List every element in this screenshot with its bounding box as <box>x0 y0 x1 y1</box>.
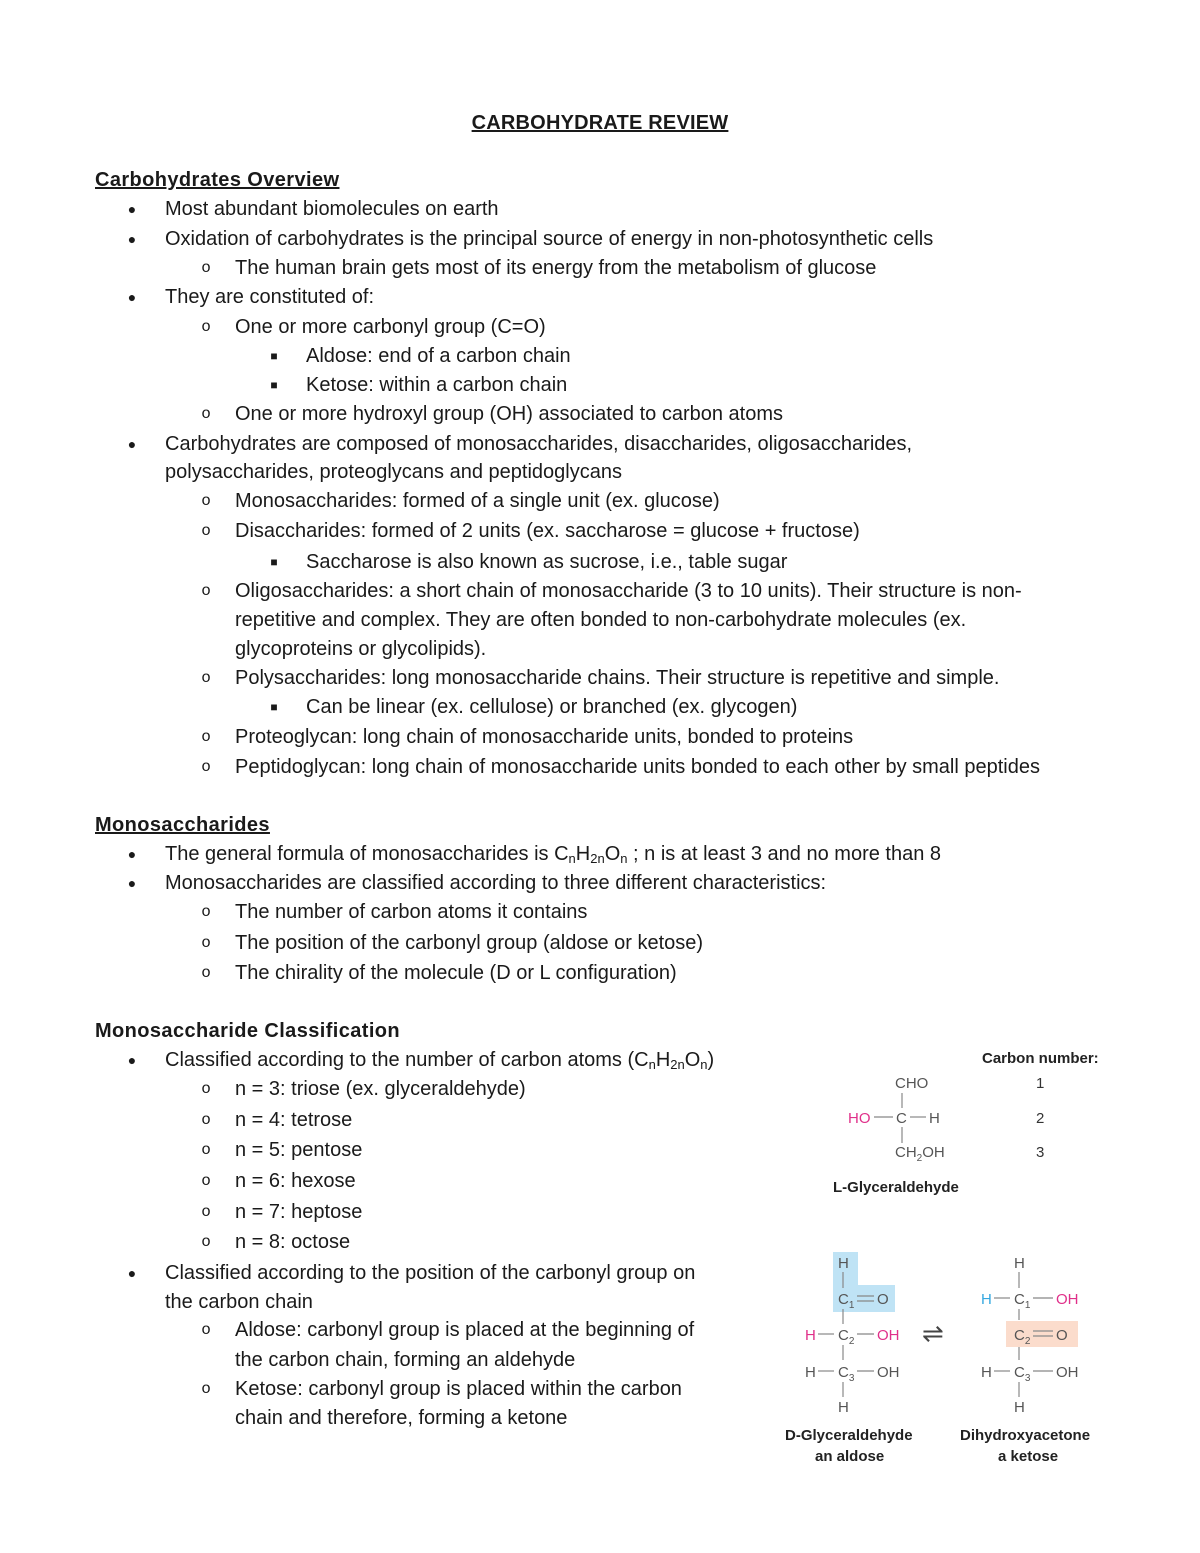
list-item: n = 6: hexose <box>235 1170 356 1192</box>
bullet-circle: o <box>201 492 211 510</box>
list-item-continuation: the carbon chain <box>165 1291 313 1313</box>
oh-label: OH <box>1056 1364 1079 1381</box>
list-item: The number of carbon atoms it contains <box>235 901 588 923</box>
list-item: Oxidation of carbohydrates is the principal source of energy in non-photosynthetic cells <box>165 228 934 250</box>
list-item: Carbohydrates are composed of monosaccharides, disaccharides, oligosaccharides, <box>165 433 913 455</box>
list-item: Can be linear (ex. cellulose) or branched (ex. glycogen) <box>306 696 798 718</box>
carbon-number: 3 <box>1036 1144 1045 1161</box>
aldose-caption: an aldose <box>815 1448 885 1465</box>
list-item: Oligosaccharides: a short chain of monosaccharide (3 to 10 units). Their structure is non- <box>235 580 1022 602</box>
bullet-circle: o <box>201 1080 211 1098</box>
ketose-caption: a ketose <box>998 1448 1059 1465</box>
list-item: Monosaccharides are classified according to three different characteristics: <box>165 872 827 894</box>
hydrogen-label: H <box>838 1255 849 1272</box>
ch2oh-label: $CH_2OH$ <box>895 1144 945 1164</box>
bullet-circle: o <box>201 903 211 921</box>
bullet-circle: o <box>201 522 211 540</box>
bullet-circle: o <box>201 1141 211 1159</box>
oxygen-label: O <box>877 1291 889 1308</box>
list-item-continuation: chain and therefore, forming a ketone <box>235 1407 568 1429</box>
bullet-disc: ● <box>127 875 137 891</box>
d-glyceraldehyde-name: D-Glyceraldehyde <box>785 1427 913 1444</box>
list-item: Proteoglycan: long chain of monosaccharide units, bonded to proteins <box>235 726 854 748</box>
list-item-continuation: the carbon chain, forming an aldehyde <box>235 1349 576 1371</box>
list-item: Polysaccharides: long monosaccharide chains. Their structure is repetitive and simple. <box>235 667 1000 689</box>
bullet-square: ■ <box>270 349 278 363</box>
bullet-circle: o <box>201 934 211 952</box>
bullet-circle: o <box>201 1233 211 1251</box>
bullet-disc: ● <box>127 289 137 305</box>
list-item: Disaccharides: formed of 2 units (ex. saccharose = glucose + fructose) <box>235 520 860 542</box>
list-item: Peptidoglycan: long chain of monosaccharide units bonded to each other by small peptides <box>235 756 1040 778</box>
list-item: Ketose: carbonyl group is placed within the carbon <box>235 1378 682 1400</box>
list-item: The human brain gets most of its energy from the metabolism of glucose <box>235 257 877 279</box>
c3-label: $C_3$ <box>838 1364 855 1384</box>
bullet-circle: o <box>201 728 211 746</box>
l-glyceraldehyde-name: L-Glyceraldehyde <box>833 1179 959 1196</box>
bullet-circle: o <box>201 318 211 336</box>
list-item-continuation: repetitive and complex. They are often bonded to non-carbohydrate molecules (ex. <box>235 609 967 631</box>
list-item: n = 7: heptose <box>235 1201 363 1223</box>
bullet-circle: o <box>201 1203 211 1221</box>
hydrogen-label: H <box>981 1291 992 1308</box>
list-item-continuation: glycoproteins or glycolipids). <box>235 638 487 660</box>
bullet-circle: o <box>201 1380 211 1398</box>
document-title: CARBOHYDRATE REVIEW <box>471 112 729 134</box>
oh-label: OH <box>1056 1291 1079 1308</box>
list-item: Most abundant biomolecules on earth <box>165 198 499 220</box>
monosaccharides-heading: Monosaccharides <box>95 814 270 836</box>
bullet-circle: o <box>201 582 211 600</box>
oh-label: OH <box>877 1364 900 1381</box>
bullet-circle: o <box>201 1172 211 1190</box>
overview-heading: Carbohydrates Overview <box>95 169 340 191</box>
carbon-number-label: Carbon number: <box>982 1050 1099 1067</box>
list-item: Saccharose is also known as sucrose, i.e., table sugar <box>306 551 788 573</box>
list-item: Monosaccharides: formed of a single unit (ex. glucose) <box>235 490 720 512</box>
bullet-disc: ● <box>127 436 137 452</box>
carbon-label: C <box>896 1110 907 1127</box>
list-item: n = 8: octose <box>235 1231 351 1253</box>
bullet-disc: ● <box>127 1052 137 1068</box>
bullet-circle: o <box>201 758 211 776</box>
classification-heading: Monosaccharide Classification <box>95 1020 401 1042</box>
list-item: They are constituted of: <box>165 286 375 308</box>
formula-line: The general formula of monosaccharides is $C_nH_{2n}O_n$ ; n is at least 3 and no more than 8 <box>165 843 942 866</box>
bullet-circle: o <box>201 259 211 277</box>
bullet-disc: ● <box>127 846 137 862</box>
bullet-square: ■ <box>270 555 278 569</box>
cho-label: CHO <box>895 1075 929 1092</box>
list-item: n = 4: tetrose <box>235 1109 353 1131</box>
list-item: One or more carbonyl group (C=O) <box>235 316 546 338</box>
bullet-square: ■ <box>270 378 278 392</box>
c2-label: $C_2$ <box>1014 1327 1031 1347</box>
oh-label: OH <box>877 1327 900 1344</box>
list-item: Ketose: within a carbon chain <box>306 374 568 396</box>
bullet-square: ■ <box>270 700 278 714</box>
bullet-circle: o <box>201 964 211 982</box>
oxygen-label: O <box>1056 1327 1068 1344</box>
c1-label: $C_1$ <box>838 1291 855 1311</box>
c3-label: $C_3$ <box>1014 1364 1031 1384</box>
glyceraldehyde-figure <box>780 1040 1120 1480</box>
carbon-number: 1 <box>1036 1075 1045 1092</box>
bullet-circle: o <box>201 1321 211 1339</box>
hydrogen-label: H <box>805 1364 816 1381</box>
list-item: n = 3: triose (ex. glyceraldehyde) <box>235 1078 526 1100</box>
bullet-disc: ● <box>127 231 137 247</box>
list-item: The position of the carbonyl group (aldose or ketose) <box>235 932 704 954</box>
hydrogen-label: H <box>805 1327 816 1344</box>
carbon-number: 2 <box>1036 1110 1045 1127</box>
bullet-disc: ● <box>127 201 137 217</box>
hydrogen-label: H <box>1014 1399 1025 1416</box>
list-item: Aldose: end of a carbon chain <box>306 345 571 367</box>
c2-label: $C_2$ <box>838 1327 855 1347</box>
list-item: One or more hydroxyl group (OH) associated to carbon atoms <box>235 403 784 425</box>
ho-label: HO <box>848 1110 871 1127</box>
list-item-continuation: polysaccharides, proteoglycans and peptidoglycans <box>165 461 622 483</box>
dihydroxyacetone-name: Dihydroxyacetone <box>960 1427 1091 1444</box>
list-item: Classified according to the position of the carbonyl group on <box>165 1262 696 1284</box>
hydrogen-label: H <box>1014 1255 1025 1272</box>
list-item: Classified according to the number of carbon atoms $(C_nH_{2n}O_n)$ <box>165 1049 715 1072</box>
c1-label: $C_1$ <box>1014 1291 1031 1311</box>
hydrogen-label: H <box>981 1364 992 1381</box>
bullet-circle: o <box>201 669 211 687</box>
hydrogen-label: H <box>838 1399 849 1416</box>
list-item: Aldose: carbonyl group is placed at the beginning of <box>235 1319 695 1341</box>
bullet-circle: o <box>201 405 211 423</box>
bullet-circle: o <box>201 1111 211 1129</box>
equilibrium-arrow: ⇌ <box>922 1318 944 1348</box>
list-item: n = 5: pentose <box>235 1139 363 1161</box>
list-item: The chirality of the molecule (D or L configuration) <box>235 962 677 984</box>
bullet-disc: ● <box>127 1265 137 1281</box>
hydrogen-label: H <box>929 1110 940 1127</box>
